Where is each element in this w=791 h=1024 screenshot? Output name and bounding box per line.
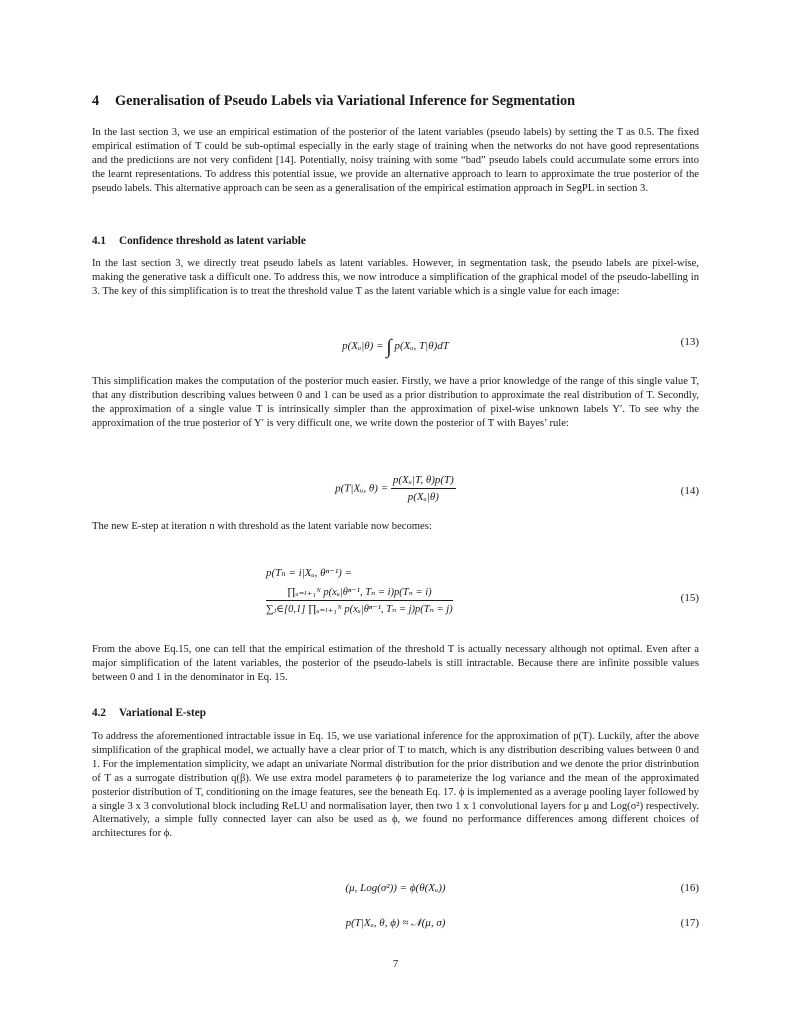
- paragraph-simplification: This simplification makes the computation of the posterior much easier. Firstly, we have a prior knowledge of the range of this single value T, that any distribution describing values between 0 and 1 can be used as a prior distribution to approximate the real distribution of T. Secondly, the approximation of a single value T is intrinsically simpler than the approximation of pixel-wise unknown labels Y′. To see why the approximation of the true posterior of Y′ is very difficult one, we write down the posterior of T with Bayes’ rule:: [92, 376, 699, 429]
- equation-number-16: (16): [680, 882, 699, 894]
- subsection-number: 4.1: [92, 235, 106, 247]
- section-number: 4: [92, 93, 100, 109]
- eq14-fraction: [391, 474, 456, 503]
- eq14-denominator: p(Xᵤ|θ): [407, 491, 439, 503]
- equation-14: [92, 474, 699, 514]
- subsection-number: 4.2: [92, 707, 106, 719]
- eq15-lhs: p(Tₙ = i|Xᵤ, θⁿ⁻¹) =: [266, 567, 352, 579]
- eq13-rhs: p(Xᵤ, T|θ)dT: [394, 340, 449, 352]
- page-number: 7: [392, 958, 399, 970]
- section-heading: [92, 93, 575, 110]
- paragraph-analysis: From the above Eq.15, one can tell that the empirical estimation of the threshold T is actually necessary although not optimal. Even after a major simplification of the latent variables, the posterior of the pseudo-labels is still intractable. Because there are infinite possible values between 0 and 1 in the denominator in Eq. 15.: [92, 644, 699, 683]
- equation-16: [92, 882, 699, 902]
- eq13-lhs: p(Xᵤ|θ) =: [342, 340, 384, 352]
- equation-number-15: (15): [680, 592, 699, 604]
- equation-13: [92, 336, 699, 356]
- eq14-numerator: p(Xᵤ|T, θ)p(T): [391, 474, 456, 489]
- equation-15: [92, 566, 699, 626]
- integral-symbol: ∫: [386, 336, 392, 358]
- subsection-heading-4-1: [92, 235, 306, 247]
- subsection-heading-4-2: [92, 707, 206, 719]
- equation-17: [92, 917, 699, 937]
- eq17-body: p(T|Xᵤ, θ, ϕ) ≈ 𝒩(μ, σ): [345, 917, 446, 929]
- paragraph-variational: To address the aforementioned intractable issue in Eq. 15, we use variational inference for the approximation of p(T). Luckily, after the above simplification of the graphical model, we actually have a clear prior of T to match, which is any distribution describing values between 0 and 1. For the implementation simplicity, we adapt an univariate Normal distribution for the prior distribution and we denote the prior distrinbution of T as a surrogate distribution q(β). We use extra model parameters ϕ to parameterize the log variance and the mean of the approximated posterior distribution of T, conditioning on the image features, see the beneath Eq. 17. ϕ is implemented as a average pooling layer followed by a single 3 x 3 convolutional block including ReLU and normalisation layer, then two 1 x 1 convolutional layers for μ and Log(σ²) respectively. Alternatively, a simple fully connected layer can also be used as ϕ, we found no performance differences among different choices of architectures for ϕ.: [92, 731, 700, 840]
- equation-number-13: (13): [680, 336, 699, 348]
- paragraph-threshold: In the last section 3, we directly treat pseudo labels as latent variables. However, in segmentation task, the pseudo labels are pixel-wise, making the generative task a difficult one. To address this, we now introduce a simplification of the graphical model of the pseudo-labelling in 3. The key of this simplification is to treat the threshold value T as the latent variable which is a single value for each image:: [92, 258, 699, 297]
- paragraph-intro: In the last section 3, we use an empirical estimation of the posterior of the latent variables (pseudo labels) by setting the T as 0.5. The fixed empirical estimation of T could be sub-optimal especially in the early stage of training when the networks do not have good representations and the predictions are not very confident [14]. Potentially, noisy training with some “bad” pseudo labels could accumulate some errors into the learnt representations. To address this potential issue, we provide an alternative approach to learn to approximate the true posterior of the pseudo labels. This alternative approach can be seen as a generalisation of the empirical estimation approach in SegPL in section 3.: [92, 127, 699, 194]
- equation-number-14: (14): [680, 485, 699, 497]
- section-title: Generalisation of Pseudo Labels via Variational Inference for Segmentation: [115, 93, 576, 109]
- eq14-lhs: p(T|Xᵤ, θ) =: [335, 482, 389, 495]
- eq15-fraction: [266, 586, 453, 615]
- paragraph-estep: The new E-step at iteration n with threshold as the latent variable now becomes:: [92, 521, 432, 532]
- eq16-body: (μ, Log(σ²)) = ϕ(θ(Xᵤ)): [345, 882, 446, 894]
- eq15-denominator: ∑ⱼ∈[0,1] ∏ᵤ₌ₗ₊₁ᴺ p(xᵤ|θⁿ⁻¹, Tₙ = j)p(Tₙ = j): [266, 604, 453, 615]
- equation-number-17: (17): [680, 917, 699, 929]
- subsection-title: Variational E-step: [119, 707, 206, 719]
- subsection-title: Confidence threshold as latent variable: [119, 235, 306, 247]
- eq15-numerator: ∏ᵤ₌ₗ₊₁ᴺ p(xᵤ|θⁿ⁻¹, Tₙ = i)p(Tₙ = i): [266, 586, 453, 601]
